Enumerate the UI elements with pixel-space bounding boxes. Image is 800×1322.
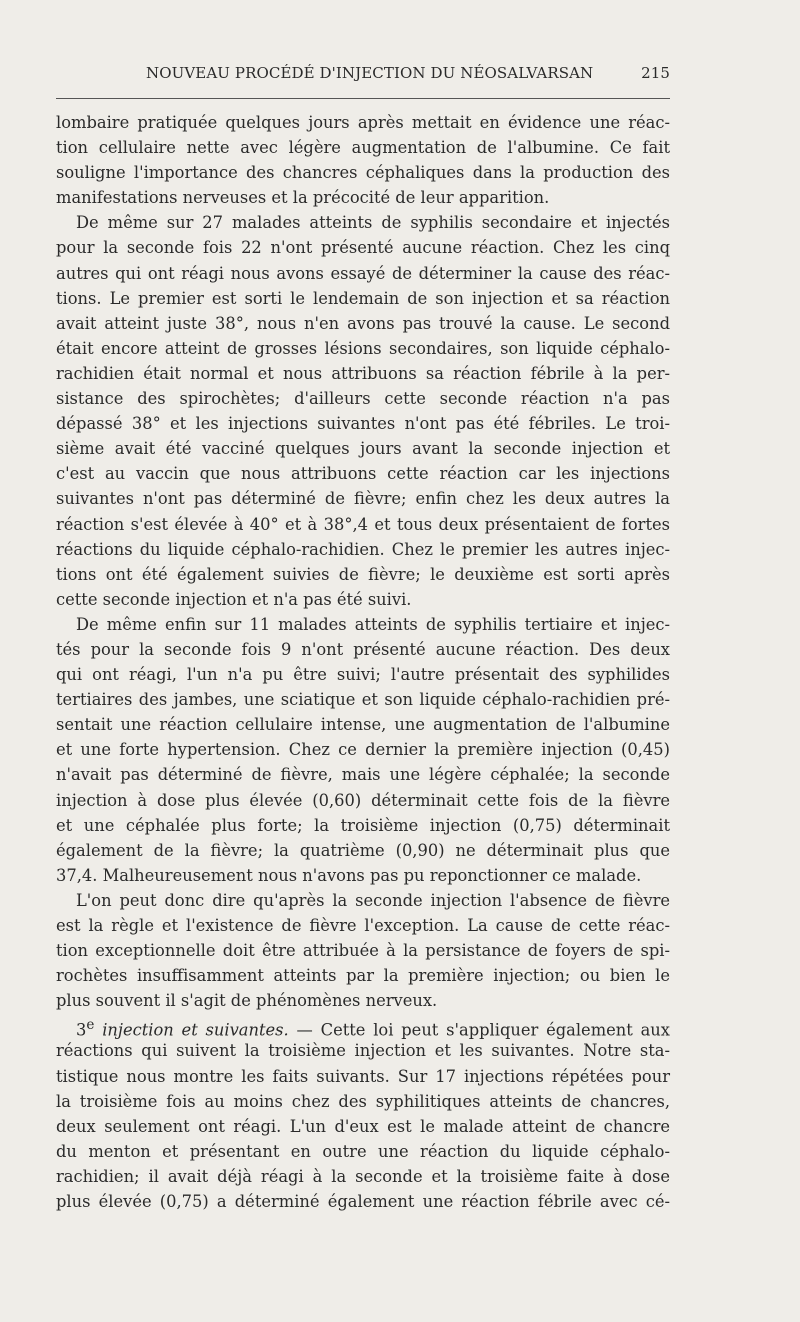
text-line: réactions qui suivent la troisième injection et les suivantes. Notre sta- [56, 1041, 670, 1061]
text-line: la troisième fois au moins chez des syphilitiques atteints de chancres, [56, 1091, 670, 1111]
text-line: avait atteint juste 38°, nous n'en avons pas trouvé la cause. Le second [56, 313, 670, 333]
text-line: injection à dose plus élevée (0,60) déterminait cette fois de la fièvre [56, 790, 670, 810]
text-line: souligne l'importance des chancres céphaliques dans la production des [56, 163, 670, 183]
text-line: sième avait été vacciné quelques jours avant la seconde injection et [56, 439, 670, 459]
section-lead-text: — Cette loi peut s'appliquer également aux [296, 1020, 670, 1040]
header-rule [56, 98, 670, 99]
text-line: du menton et présentant en outre une réaction du liquide céphalo- [56, 1141, 670, 1161]
text-line: tion exceptionnelle doit être attribuée à la persistance de foyers de spi- [56, 941, 670, 961]
text-line: et une céphalée plus forte; la troisième injection (0,75) déterminait [56, 815, 670, 835]
text-line: c'est au vaccin que nous attribuons cette réaction car les injections [56, 464, 670, 484]
text-line: 37,4. Malheureusement nous n'avons pas pu reponctionner ce malade. [56, 865, 642, 885]
text-line: deux seulement ont réagi. L'un d'eux est le malade atteint de chancre [56, 1116, 670, 1136]
text-line: plus souvent il s'agit de phénomènes nerveux. [56, 991, 438, 1011]
page-number: 215 [641, 64, 670, 82]
text-line: tés pour la seconde fois 9 n'ont présenté aucune réaction. Des deux [56, 639, 670, 659]
text-line: sentait une réaction cellulaire intense, une augmentation de l'albumine [56, 715, 670, 735]
text-line: réactions du liquide céphalo-rachidien. Chez le premier les autres injec- [56, 539, 670, 559]
running-head [56, 64, 670, 84]
section-number: 3 [76, 1020, 87, 1040]
section-heading-italic: injection et suivantes. [102, 1020, 289, 1040]
text-line: réaction s'est élevée à 40° et à 38°,4 et tous deux présentaient de fortes [56, 514, 670, 534]
text-line: suivantes n'ont pas déterminé de fièvre; enfin chez les deux autres la [56, 489, 670, 509]
text-line-section-lead [56, 1013, 670, 1038]
body-text [56, 110, 670, 1214]
text-line: De même enfin sur 11 malades atteints de syphilis tertiaire et injec- [76, 614, 670, 634]
text-line: dépassé 38° et les injections suivantes n'ont pas été fébriles. Le troi- [56, 414, 670, 434]
text-line: était encore atteint de grosses lésions secondaires, son liquide céphalo- [56, 338, 670, 358]
text-line: autres qui ont réagi nous avons essayé de déterminer la cause des réac- [56, 263, 670, 283]
text-line: rachidien; il avait déjà réagi à la seconde et la troisième faite à dose [56, 1166, 670, 1186]
text-line: manifestations nerveuses et la précocité de leur apparition. [56, 188, 550, 208]
text-line: tistique nous montre les faits suivants. Sur 17 injections répétées pour [56, 1066, 670, 1086]
text-line: est la règle et l'existence de fièvre l'exception. La cause de cette réac- [56, 916, 670, 935]
text-line: sistance des spirochètes; d'ailleurs cette seconde réaction n'a pas [56, 389, 670, 409]
text-line: n'avait pas déterminé de fièvre, mais une légère céphalée; la seconde [56, 765, 670, 785]
text-line: plus élevée (0,75) a déterminé également une réaction fébrile avec cé- [56, 1192, 670, 1212]
text-line: L'on peut donc dire qu'après la seconde injection l'absence de fièvre [76, 890, 670, 910]
text-line: et une forte hypertension. Chez ce dernier la première injection (0,45) [56, 740, 670, 760]
text-line: De même sur 27 malades atteints de syphilis secondaire et injectés [76, 213, 670, 233]
text-line: rochètes insuffisamment atteints par la première injection; ou bien le [56, 966, 670, 986]
text-line: tions ont été également suivies de fièvre; le deuxième est sorti après [56, 564, 670, 584]
text-line: également de la fièvre; la quatrième (0,90) ne déterminait plus que [56, 840, 670, 860]
text-line: tertiaires des jambes, une sciatique et son liquide céphalo-rachidien pré- [56, 690, 670, 710]
text-line: pour la seconde fois 22 n'ont présenté aucune réaction. Chez les cinq [56, 238, 670, 258]
text-line: tion cellulaire nette avec légère augmentation de l'albumine. Ce fait [56, 138, 670, 158]
section-superscript: e [86, 1017, 95, 1034]
running-title: NOUVEAU PROCÉDÉ D'INJECTION DU NÉOSALVARSAN [146, 64, 594, 82]
text-line: qui ont réagi, l'un n'a pu être suivi; l'autre présentait des syphilides [56, 665, 670, 685]
text-line: lombaire pratiquée quelques jours après mettait en évidence une réac- [56, 113, 670, 132]
text-line: tions. Le premier est sorti le lendemain de son injection et sa réaction [56, 288, 670, 308]
text-line: rachidien était normal et nous attribuons sa réaction fébrile à la per- [56, 363, 670, 383]
text-line: cette seconde injection et n'a pas été suivi. [56, 589, 412, 609]
